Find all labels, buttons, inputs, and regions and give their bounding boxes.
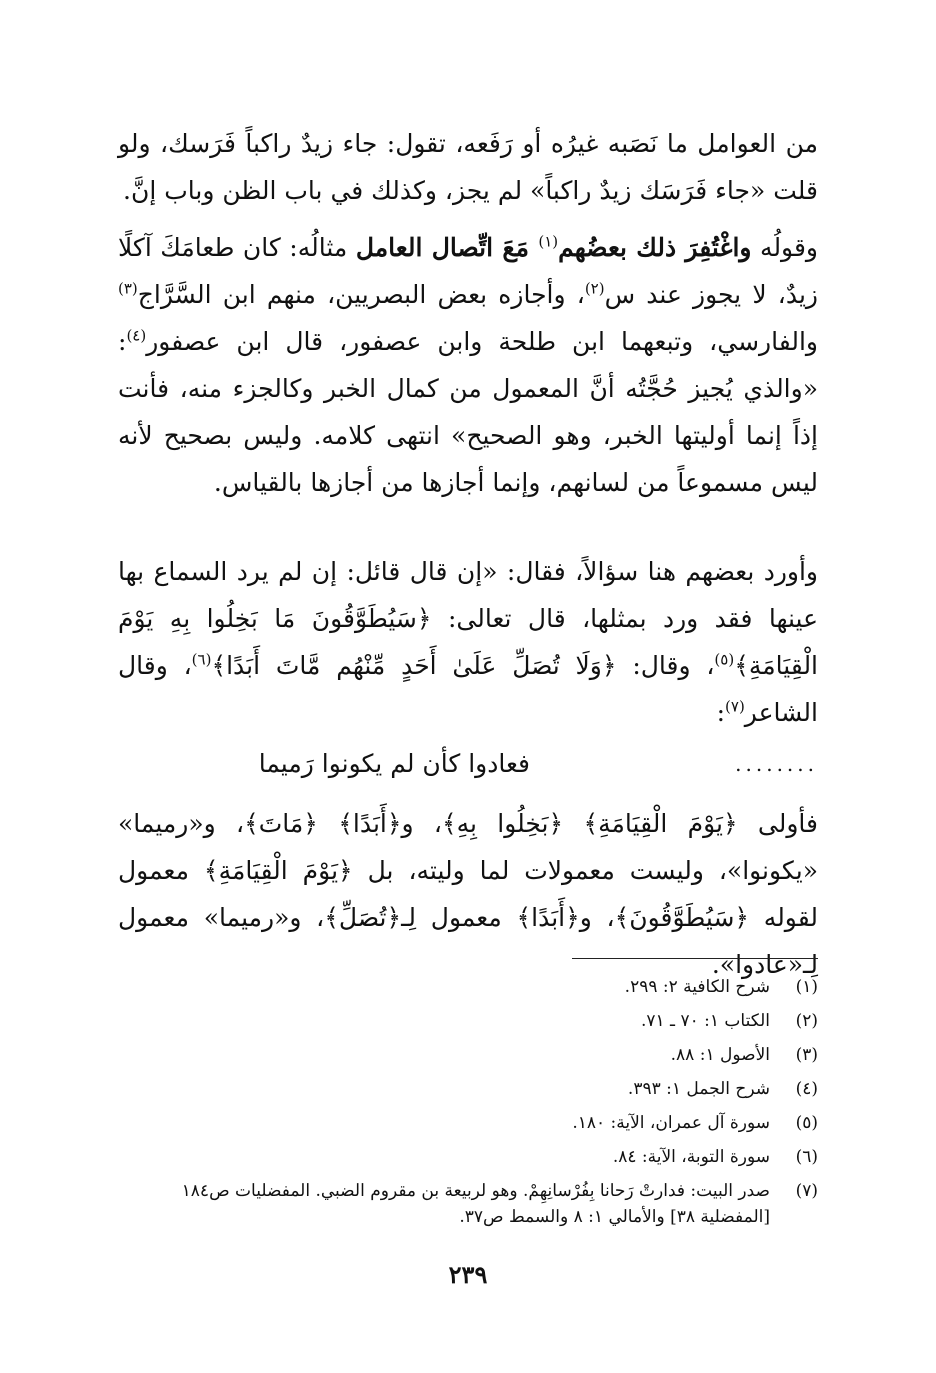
- paragraph-2-part-b: ، وأجازه بعض البصريين، منهم ابن السَّرَّاج: [137, 280, 585, 309]
- footnote-number: (٦): [795, 1147, 818, 1167]
- paragraph-3-part-c: ، وقال الشاعر: [118, 651, 818, 727]
- footnote-3: [118, 1038, 818, 1072]
- paragraph-2-text: [118, 224, 818, 506]
- quoted-phrase-1: واغْتُفِرَ ذلك بعضُهم: [558, 233, 752, 262]
- footnote-text: شرح الكافية ٢: ٢٩٩.: [624, 977, 770, 997]
- page-number: ٢٣٩: [448, 1260, 488, 1289]
- verse-ellipsis: ........: [735, 752, 818, 776]
- footnote-text: صدر البيت: فدارتْ رَحانا بِفُرْسانِهِمْ. وهو لربيعة بن مقروم الضبي. المفضليات ص١٨٤ [المفضلية ٣٨] والأمالي ١: ٨ والسمط ص٣٧.: [181, 1181, 770, 1227]
- footnote-text: شرح الجمل ١: ٣٩٣.: [627, 1079, 770, 1099]
- paragraph-2-lead: وقولُه: [751, 233, 818, 262]
- footnote-2: [118, 1004, 818, 1038]
- paragraph-4: [118, 800, 818, 988]
- paragraph-2-part-c: والفارسي، وتبعهما ابن طلحة وابن عصفور، قال ابن عصفور: [146, 327, 818, 356]
- paragraph-3-part-d: :: [716, 698, 726, 727]
- footnote-7: [118, 1174, 818, 1230]
- paragraph-2-part-a: مثالُه: كان طعامَكَ آكلًا زيدٌ، لا يجوز عند س: [118, 233, 818, 309]
- footnote-text: سورة آل عمران، الآية: ١٨٠.: [572, 1113, 770, 1133]
- quoted-phrase-2: مَعَ اتِّصال العامل: [355, 233, 539, 262]
- poetry-verse: [118, 742, 818, 786]
- paragraph-3-part-a: وأورد بعضهم هنا سؤالاً، فقال: «إن قال قائل: إن لم يرد السماع بها عينها فقد ورد بمثلها، قال تعالى: ﴿سَيُطَوَّقُونَ مَا بَخِلُوا بِهِ يَوْمَ الْقِيَامَةِ﴾: [118, 557, 819, 680]
- footnote-ref-5: (٥): [714, 650, 735, 669]
- paragraph-1-text: من العوامل ما نَصَبه غيرُه أو رَفَعه، تقول: جاء زيدٌ راكباً فَرَسك، ولو قلت «جاء فَرَسَك زيدٌ راكباً» لم يجز، وكذلك في باب الظن وباب إنَّ.: [118, 129, 818, 205]
- paragraph-3: [118, 548, 818, 736]
- footnote-text: سورة التوبة، الآية: ٨٤.: [612, 1147, 770, 1167]
- footnote-5: [118, 1106, 818, 1140]
- footnote-number: (٥): [795, 1113, 818, 1133]
- footnote-number: (٤): [795, 1079, 818, 1099]
- footnote-1: [118, 970, 818, 1004]
- footnote-number: (١): [795, 977, 818, 997]
- footnote-number: (٣): [795, 1045, 818, 1065]
- paragraph-2: [118, 224, 818, 506]
- footnote-number: (٧): [795, 1181, 818, 1201]
- footnote-separator: [572, 958, 818, 959]
- paragraph-3-text: [118, 548, 818, 736]
- paragraph-2-part-d: : «والذي يُجيز حُجَّتُه أنَّ المعمول من كمال الخبر وكالجزء منه، فأنت إذاً إنما أوليتها الخبر، وهو الصحيح» انتهى كلامه. وليس بصحيح لأنه ليس مسموعاً من لسانهم، وإنما أجازها من أجازها بالقياس.: [118, 327, 818, 497]
- paragraph-3-part-b: ، وقال: ﴿وَلَا تُصَلِّ عَلَىٰ أَحَدٍ مِّنْهُم مَّاتَ أَبَدًا﴾: [211, 651, 715, 680]
- footnote-6: [118, 1140, 818, 1174]
- footnote-ref-2: (٢): [584, 279, 605, 298]
- paragraph-1: [118, 120, 818, 214]
- footnote-text: الكتاب ١: ٧٠ ـ ٧١.: [640, 1011, 770, 1031]
- footnotes: [118, 970, 818, 1230]
- footnote-ref-1: (١): [538, 232, 559, 251]
- footnote-text: الأصول ١: ٨٨.: [670, 1045, 770, 1065]
- footnote-ref-7: (٧): [725, 697, 745, 716]
- footnote-ref-3: (٣): [118, 279, 138, 298]
- footnote-4: [118, 1072, 818, 1106]
- footnote-number: (٢): [795, 1011, 818, 1031]
- footnote-ref-4: (٤): [126, 326, 147, 345]
- footnote-ref-6: (٦): [191, 650, 212, 669]
- verse-text: فعادوا كأن لم يكونوا رَميما: [258, 749, 530, 778]
- paragraph-4-text: فأولى ﴿يَوْمَ الْقِيَامَةِ﴾ ﴿بَخِلُوا بِهِ﴾، و﴿أَبَدًا﴾ ﴿مَاتَ﴾، و«رميما» «يكونوا»، وليست معمولات لما وليته، بل ﴿يَوْمَ الْقِيَامَةِ﴾ معمول لقوله ﴿سَيُطَوَّقُونَ﴾، و﴿أَبَدًا﴾ معمول لِـ﴿تُصَلِّ﴾، و«رميما» معمول لِـ«عادوا».: [118, 809, 818, 979]
